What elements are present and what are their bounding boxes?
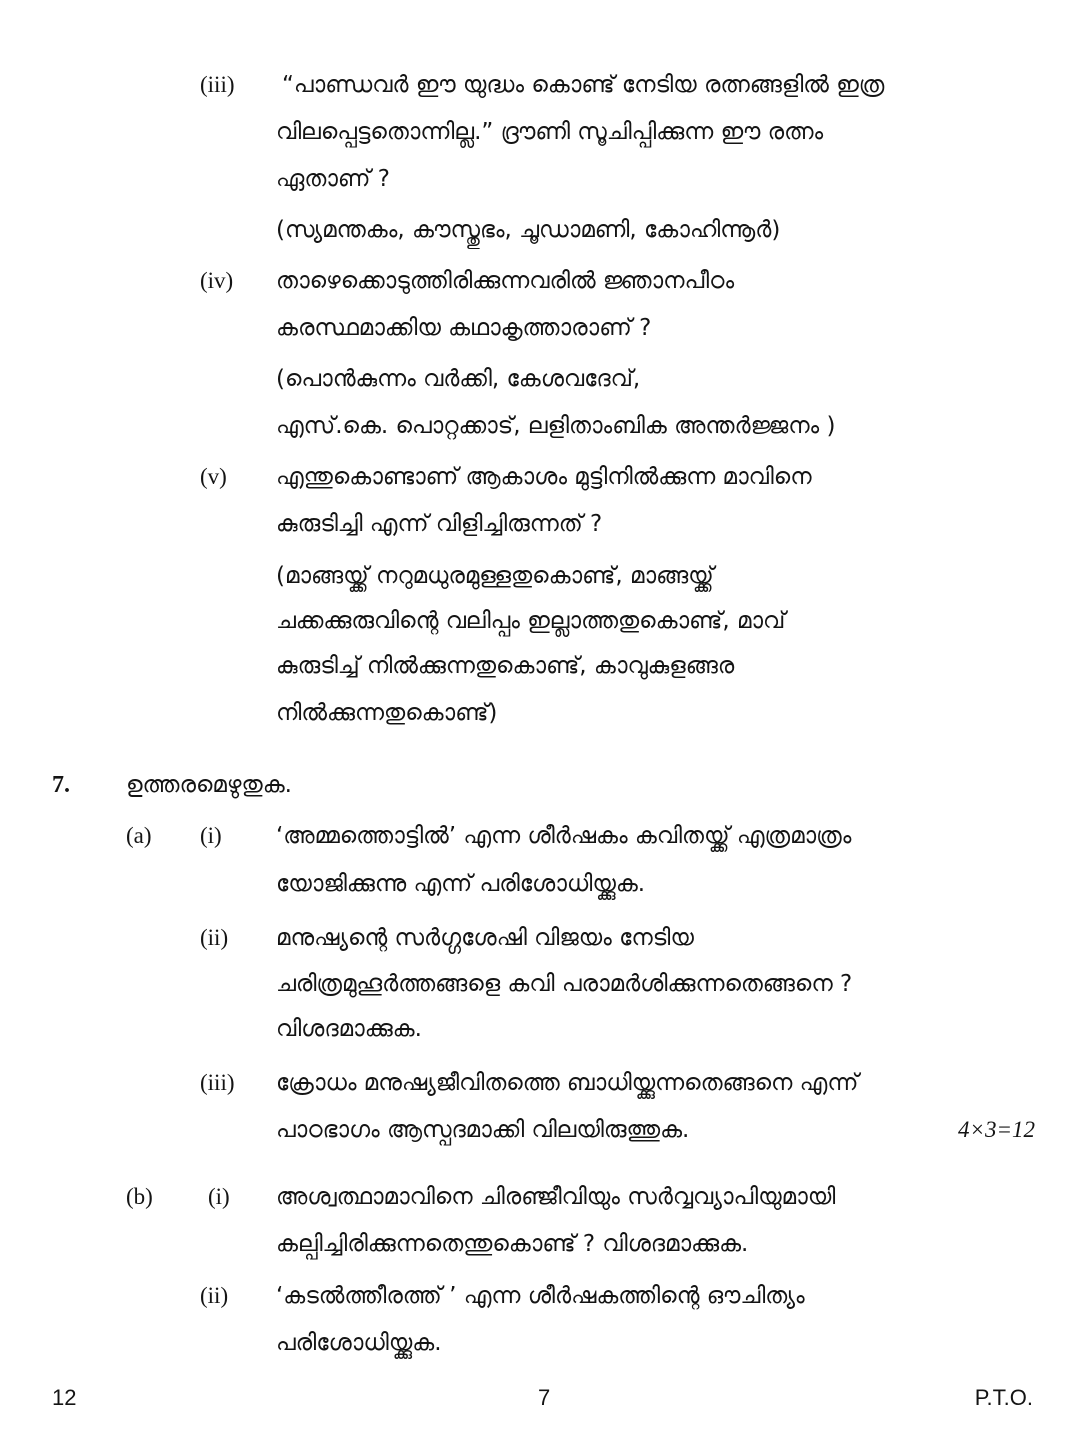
question-text-line: ക്രോധം മനുഷ്യജീവിതത്തെ ബാധിയ്ക്കുന്നതെങ്ങനെ എന്ന്	[276, 1070, 859, 1096]
paper-code: 12	[52, 1385, 77, 1410]
question-text-line: ‘അമ്മത്തൊട്ടിൽ’ എന്ന ശീർഷകം കവിതയ്ക്ക് എത്രമാത്രം	[276, 823, 852, 849]
question-text-line: കല്പിച്ചിരിക്കുന്നതെന്തുകൊണ്ട് ? വിശദമാക്കുക.	[276, 1231, 749, 1257]
question-text-line: യോജിക്കുന്നു എന്ന് പരിശോധിയ്ക്കുക.	[276, 871, 646, 897]
question-text-line: വിശദമാക്കുക.	[276, 1016, 422, 1042]
answer-options: കുരുടിച്ച് നിൽക്കുന്നതുകൊണ്ട്, കാവുകുളങ്ങര	[276, 653, 735, 679]
question-text-line: പരിശോധിയ്ക്കുക.	[276, 1330, 442, 1356]
page-number: 7	[538, 1385, 551, 1410]
question-text-line: കരസ്ഥമാക്കിയ കഥാകൃത്താരാണ് ?	[276, 315, 652, 341]
answer-options: എസ്.കെ. പൊറ്റക്കാട്, ലളിതാംബിക അന്തർജ്ജനം )	[276, 413, 836, 439]
question-text-line: വിലപ്പെട്ടതൊന്നില്ല.” ദ്രൗണി സൂചിപ്പിക്കുന്ന ഈ രത്നം	[276, 119, 824, 145]
answer-options: (സ്യമന്തകം, കൗസ്തുഭം, ചൂഡാമണി, കോഹിന്നൂർ)	[276, 217, 781, 243]
sub-label-ii: (ii)	[200, 925, 229, 950]
question-number: 7.	[52, 772, 70, 798]
sub-label-iii: (iii)	[200, 72, 235, 97]
question-text-line: പാഠഭാഗം ആസ്പദമാക്കി വിലയിരുത്തുക.	[276, 1117, 690, 1143]
marks-allocation: 4×3=12	[957, 1117, 1035, 1142]
sub-label-iii: (iii)	[200, 1070, 235, 1095]
sub-label-iv: (iv)	[200, 268, 234, 293]
sub-label-v: (v)	[200, 464, 227, 489]
please-turn-over: P.T.O.	[974, 1385, 1033, 1410]
answer-options: (പൊൻകുന്നം വർക്കി, കേശവദേവ്,	[276, 366, 641, 392]
sub-label-ii: (ii)	[200, 1283, 229, 1308]
section-label-a: (a)	[126, 823, 152, 848]
question-text-line: ‘കടൽത്തീരത്ത് ’ എന്ന ശീർഷകത്തിന്റെ ഔചിത്യം	[276, 1283, 805, 1309]
answer-options: ചക്കക്കുരുവിന്റെ വലിപ്പം ഇല്ലാത്തതുകൊണ്ട്, മാവ്	[276, 608, 786, 634]
question-text-line: ചരിത്രമുഹൂർത്തങ്ങളെ കവി പരാമർശിക്കുന്നതെങ്ങനെ ?	[276, 971, 853, 997]
question-text-line: താഴെക്കൊടുത്തിരിക്കുന്നവരിൽ ജ്ഞാനപീഠം	[276, 268, 735, 294]
question-text-line: “പാണ്ഡവർ ഈ യുദ്ധം കൊണ്ട് നേടിയ രത്നങ്ങളിൽ ഇത്ര	[282, 72, 885, 98]
question-text-line: അശ്വത്ഥാമാവിനെ ചിരഞ്ജീവിയും സർവ്വവ്യാപിയുമായി	[276, 1184, 836, 1210]
answer-options: (മാങ്ങയ്ക്ക് നറുമധുരമുള്ളതുകൊണ്ട്, മാങ്ങയ്ക്ക്	[276, 563, 714, 589]
question-text-line: ഏതാണ് ?	[276, 166, 390, 192]
sub-label-i: (i)	[208, 1184, 230, 1209]
answer-options: നിൽക്കുന്നതുകൊണ്ട്)	[276, 700, 498, 726]
question-text-line: മനുഷ്യന്റെ സർഗ്ഗശേഷി വിജയം നേടിയ	[276, 925, 694, 951]
section-label-b: (b)	[126, 1184, 153, 1209]
question-title: ഉത്തരമെഴുതുക.	[126, 772, 292, 798]
sub-label-i: (i)	[200, 823, 222, 848]
question-text-line: കുരുടിച്ചി എന്ന് വിളിച്ചിരുന്നത് ?	[276, 511, 603, 537]
question-text-line: എന്തുകൊണ്ടാണ് ആകാശം മുട്ടിനിൽക്കുന്ന മാവിനെ	[276, 464, 812, 490]
